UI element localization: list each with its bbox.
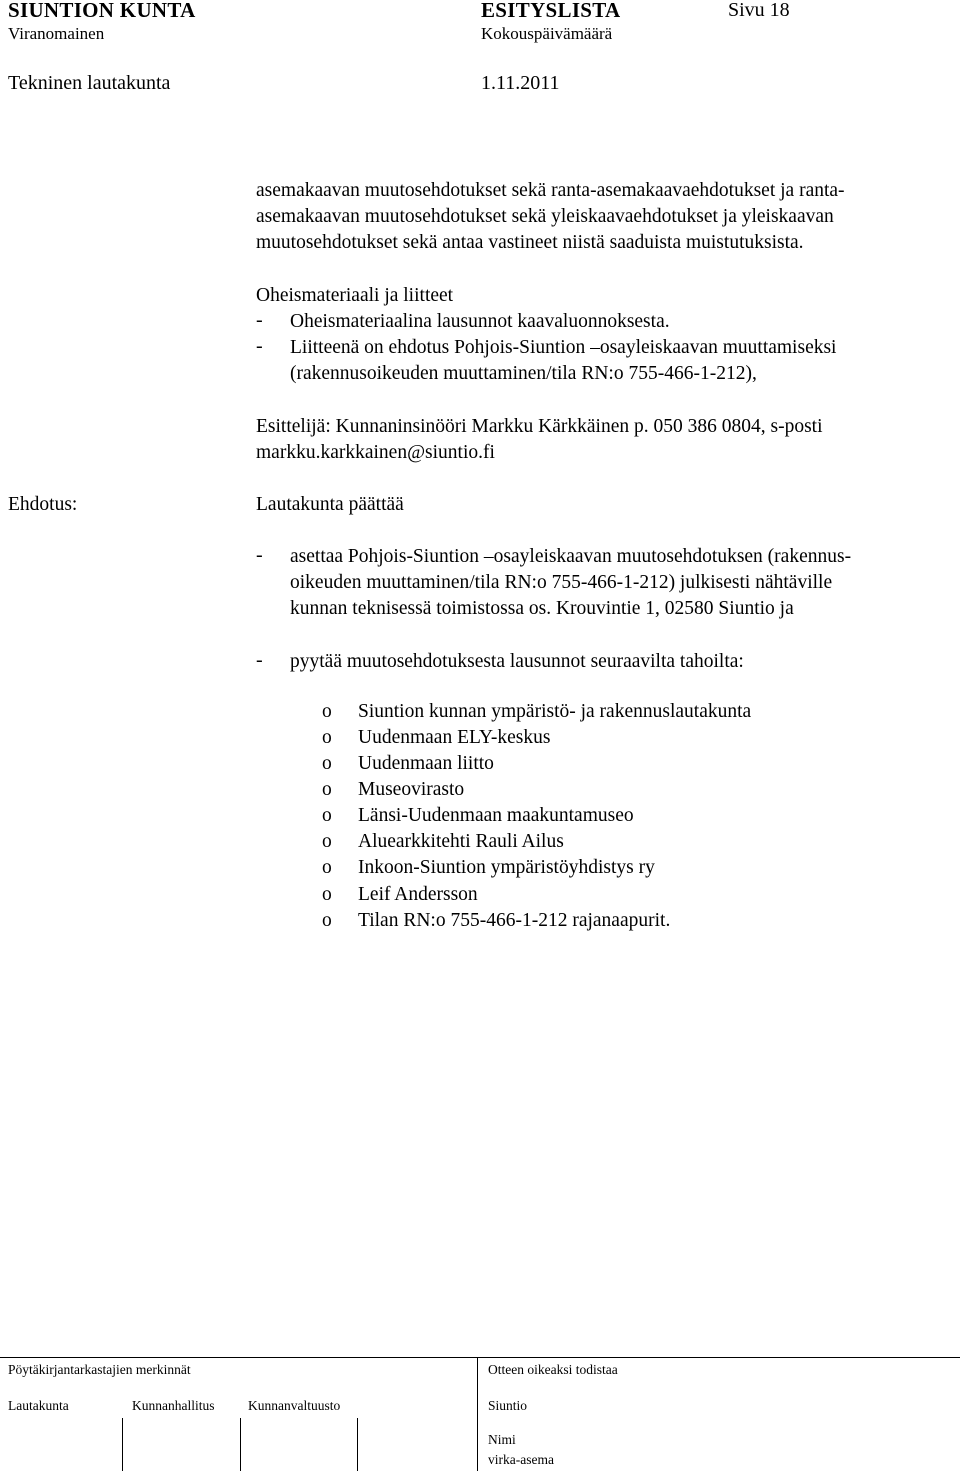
council-column: Kunnanvaltuusto [248,1398,341,1413]
certified-label: Otteen oikeaksi todistaa [488,1362,618,1377]
footer-divider [477,1357,478,1471]
text-line: Esittelijä: Kunnaninsinööri Markku Kärkkäinen p. 050 386 0804, s-posti [256,416,823,437]
reviewers-label: Pöytäkirjantarkastajien merkinnät [8,1362,191,1377]
meeting-date-label: Kokouspäivämäärä [481,24,613,43]
text-line: Liitteenä on ehdotus Pohjois-Siuntion –osayleiskaavan muuttamiseksi [290,337,837,358]
place-label: Siuntio [488,1398,528,1413]
attachments-heading: Oheismateriaali ja liitteet [256,285,454,306]
name-label: Nimi [488,1432,516,1447]
municipality-name: SIUNTION KUNTA [8,0,196,22]
list-item: Siuntion kunnan ympäristö- ja rakennuslautakunta [358,701,752,722]
footer-column-rule [240,1418,241,1471]
text-line: asettaa Pohjois-Siuntion –osayleiskaavan muutosehdotuksen (rakennus- [290,546,852,567]
board-column: Lautakunta [8,1398,69,1413]
decision-item: pyytää muutosehdotuksesta lausunnot seuraavilta tahoilta: [290,651,744,672]
text-line: markku.karkkainen@siuntio.fi [256,442,495,463]
decision-intro: Lautakunta päättää [256,494,404,515]
list-bullet: o [322,805,332,826]
dash-bullet: - [256,649,263,671]
presenter-info [256,414,823,466]
text-line: (rakennusoikeuden muuttaminen/tila RN:o 755-466-1-212), [290,363,757,384]
text-line: oikeuden muuttaminen/tila RN:o 755-466-1-212) julkisesti nähtäville [290,572,833,593]
list-item: Aluearkkitehti Rauli Ailus [358,831,564,852]
list-item: Inkoon-Siuntion ympäristöyhdistys ry [358,857,655,878]
list-item: Uudenmaan ELY-keskus [358,727,551,748]
list-item: Uudenmaan liitto [358,753,494,774]
list-item: Länsi-Uudenmaan maakuntamuseo [358,805,634,826]
list-bullet: o [322,831,332,852]
list-bullet: o [322,753,332,774]
footer-column-rule [357,1418,358,1471]
list-item: Tilan RN:o 755-466-1-212 rajanaapurit. [358,910,671,931]
authority-name: Tekninen lautakunta [8,72,171,94]
dash-bullet: - [256,309,263,331]
decision-item [290,544,851,622]
text-line: asemakaavan muutosehdotukset sekä ranta-asemakaavaehdotukset ja ranta- [256,180,845,201]
proposal-label: Ehdotus: [8,494,78,515]
footer-column-rule [122,1418,123,1471]
intro-paragraph [256,178,845,256]
authority-label: Viranomainen [8,24,105,43]
dash-bullet: - [256,335,263,357]
text-line: asemakaavan muutosehdotukset sekä yleiskaavaehdotukset ja yleiskaavan [256,206,834,227]
title-label: virka-asema [488,1452,554,1467]
footer-top-rule [0,1357,960,1358]
list-bullet: o [322,701,332,722]
list-bullet: o [322,779,332,800]
list-bullet: o [322,857,332,878]
list-item: Leif Andersson [358,884,478,905]
list-bullet: o [322,727,332,748]
government-column: Kunnanhallitus [132,1398,215,1413]
text-line: kunnan teknisessä toimistossa os. Krouvintie 1, 02580 Siuntio ja [290,598,794,619]
meeting-date: 1.11.2011 [481,72,560,94]
list-bullet: o [322,910,332,931]
list-item: Museovirasto [358,779,465,800]
attachment-item: Oheismateriaalina lausunnot kaavaluonnoksesta. [290,311,670,332]
document-type: ESITYSLISTA [481,0,621,22]
page-number: Sivu 18 [728,0,790,21]
text-line: muutosehdotukset sekä antaa vastineet niistä saaduista muistutuksista. [256,232,804,253]
list-bullet: o [322,884,332,905]
attachment-item [290,335,836,387]
dash-bullet: - [256,544,263,566]
